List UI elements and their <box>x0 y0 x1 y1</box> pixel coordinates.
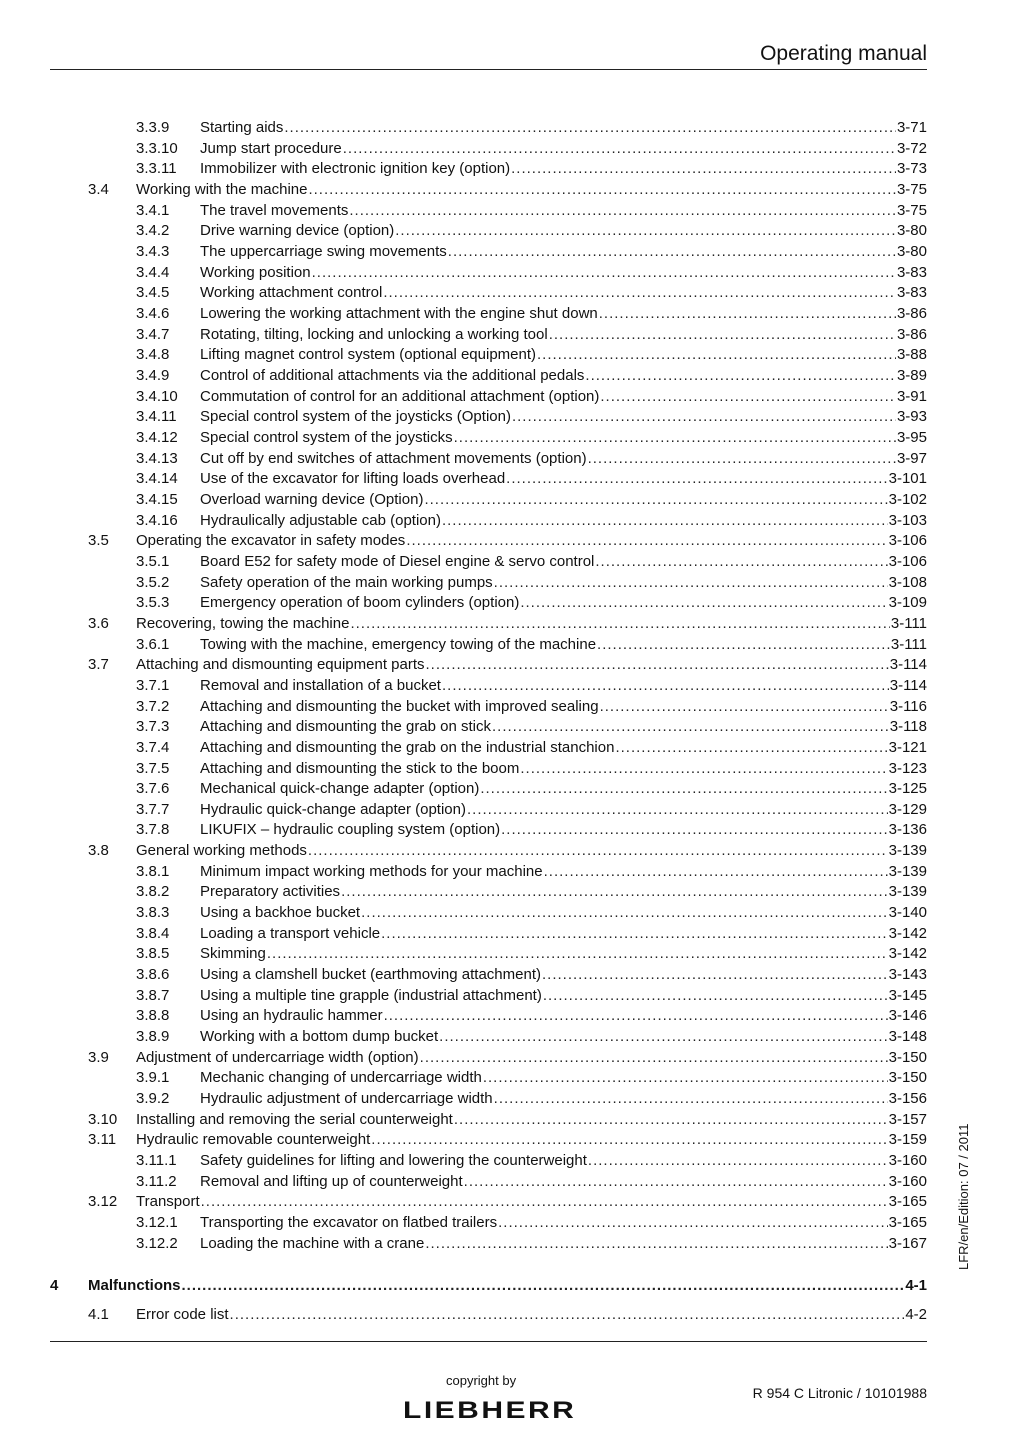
toc-dot-leader <box>267 944 888 964</box>
toc-entry-title: Hydraulic quick-change adapter (option) <box>200 800 466 818</box>
toc-dot-leader <box>600 697 889 717</box>
toc-dot-leader <box>343 139 896 159</box>
toc-dot-leader <box>467 800 888 820</box>
toc-entry[interactable] <box>0 221 1024 241</box>
toc-entry[interactable] <box>0 263 1024 283</box>
toc-entry[interactable] <box>0 1089 1024 1109</box>
toc-entry[interactable] <box>0 1305 1024 1325</box>
toc-entry[interactable] <box>0 1068 1024 1088</box>
toc-entry-title: Safety guidelines for lifting and lowering the counterweight <box>200 1152 587 1169</box>
toc-entry-page: 3-129 <box>888 800 927 818</box>
toc-entry-page: 3-86 <box>896 304 927 322</box>
toc-entry[interactable] <box>0 635 1024 655</box>
toc-entry-number: 3.3.11 <box>136 160 177 178</box>
toc-entry-title: Starting aids <box>200 119 284 136</box>
toc-entry-page: 3-139 <box>888 842 927 860</box>
toc-entry[interactable] <box>0 944 1024 964</box>
toc-entry-number: 3.4.16 <box>136 511 178 529</box>
toc-entry-page: 3-89 <box>896 366 927 384</box>
toc-entry[interactable] <box>0 924 1024 944</box>
toc-dot-leader <box>492 717 889 737</box>
toc-entry[interactable] <box>0 180 1024 200</box>
toc-entry-page: 3-83 <box>896 284 927 302</box>
toc-dot-leader <box>426 655 889 675</box>
toc-entry-page: 3-118 <box>889 718 927 736</box>
toc-entry-page: 3-142 <box>888 945 927 963</box>
toc-entry-title: Loading a transport vehicle <box>200 924 381 942</box>
toc-entry-page: 3-73 <box>896 160 927 178</box>
toc-entry-title: Lowering the working attachment with the engine shut down <box>200 304 598 322</box>
toc-dot-leader <box>544 862 888 882</box>
toc-entry[interactable] <box>0 1276 1024 1296</box>
copyright-label: copyright by <box>446 1373 517 1388</box>
toc-dot-leader <box>341 882 888 902</box>
toc-entry[interactable] <box>0 779 1024 799</box>
toc-entry-number: 3.4.12 <box>136 428 178 446</box>
toc-entry-number: 3.7.7 <box>136 800 170 818</box>
toc-entry-page: 3-72 <box>896 139 927 157</box>
toc-entry-page: 3-148 <box>888 1028 927 1045</box>
toc-entry-number: 3.4.7 <box>136 325 170 343</box>
toc-entry-number: 3.5 <box>88 532 109 550</box>
toc-entry[interactable] <box>0 862 1024 882</box>
toc-entry-title: Preparatory activities <box>200 883 341 901</box>
toc-entry[interactable] <box>0 986 1024 1006</box>
toc-entry[interactable] <box>0 614 1024 634</box>
toc-dot-leader <box>520 759 887 779</box>
toc-entry-title: Removal and lifting up of counterweight <box>200 1172 463 1190</box>
toc-entry-number: 3.4.1 <box>136 201 170 219</box>
toc-entry[interactable] <box>0 717 1024 737</box>
toc-entry-title: Special control system of the joysticks <box>200 428 453 446</box>
toc-entry[interactable] <box>0 1130 1024 1150</box>
toc-dot-leader <box>600 387 896 407</box>
toc-entry-number: 3.9.2 <box>136 1090 170 1107</box>
toc-dot-leader <box>442 511 888 531</box>
toc-dot-leader <box>454 428 896 448</box>
toc-entry-title: Working with a bottom dump bucket <box>200 1028 439 1045</box>
toc-entry-number: 3.4.15 <box>136 490 178 508</box>
toc-entry-title: Hydraulically adjustable cab (option) <box>200 511 441 529</box>
toc-entry[interactable] <box>0 676 1024 696</box>
toc-dot-leader <box>585 366 896 386</box>
toc-entry-page: 3-93 <box>896 408 927 426</box>
toc-entry-title: Attaching and dismounting the bucket with improved sealing <box>200 697 599 715</box>
toc-entry[interactable] <box>0 201 1024 221</box>
toc-entry[interactable] <box>0 387 1024 407</box>
toc-entry-number: 3.8.1 <box>136 862 170 880</box>
toc-entry-number: 3.4 <box>88 181 109 198</box>
toc-dot-leader <box>424 490 887 510</box>
toc-entry-title: Jump start procedure <box>200 139 342 157</box>
toc-entry-page: 3-165 <box>888 1193 927 1211</box>
toc-entry-page: 3-83 <box>896 263 927 281</box>
toc-entry[interactable] <box>0 1006 1024 1026</box>
toc-entry-title: Using a multiple tine grapple (industrial attachment) <box>200 986 542 1004</box>
toc-entry-page: 3-80 <box>896 222 927 240</box>
toc-entry-number: 3.7.5 <box>136 759 170 777</box>
toc-entry[interactable] <box>0 1172 1024 1192</box>
toc-entry[interactable] <box>0 139 1024 159</box>
toc-dot-leader <box>537 345 896 365</box>
toc-dot-leader <box>406 531 887 551</box>
toc-entry-number: 3.11.1 <box>136 1152 177 1169</box>
toc-entry-number: 3.4.2 <box>136 222 170 240</box>
toc-entry-page: 4-2 <box>905 1306 927 1323</box>
toc-entry[interactable] <box>0 1213 1024 1233</box>
toc-entry-title: Minimum impact working methods for your machine <box>200 862 543 880</box>
toc-entry-number: 3.7.3 <box>136 718 170 736</box>
toc-entry[interactable] <box>0 1234 1024 1254</box>
toc-entry-number: 3.8.3 <box>136 904 170 922</box>
toc-entry-number: 3.8.6 <box>136 966 170 984</box>
toc-entry[interactable] <box>0 573 1024 593</box>
toc-dot-leader <box>512 407 896 427</box>
toc-dot-leader <box>182 1276 905 1296</box>
edition-side-note: LFR/en/Edition: 07 / 2011 <box>956 1123 971 1270</box>
toc-entry[interactable] <box>0 242 1024 262</box>
toc-dot-leader <box>308 180 896 200</box>
toc-dot-leader <box>284 118 896 138</box>
toc-entry-number: 3.8.4 <box>136 924 170 942</box>
toc-entry-title: Safety operation of the main working pumps <box>200 573 493 591</box>
toc-dot-leader <box>448 242 896 262</box>
toc-entry-title: Mechanic changing of undercarriage width <box>200 1069 482 1087</box>
toc-entry-page: 3-108 <box>888 573 927 591</box>
toc-entry-page: 3-101 <box>888 470 927 488</box>
toc-entry-title: Immobilizer with electronic ignition key (option) <box>200 160 511 178</box>
toc-entry-page: 3-167 <box>888 1234 927 1252</box>
toc-entry[interactable] <box>0 159 1024 179</box>
toc-entry-number: 3.4.6 <box>136 304 170 322</box>
toc-entry[interactable] <box>0 759 1024 779</box>
toc-entry-title: Working attachment control <box>200 284 383 302</box>
toc-dot-leader <box>549 325 896 345</box>
toc-entry-title: Cut off by end switches of attachment movements (option) <box>200 449 587 467</box>
toc-entry-page: 3-91 <box>896 387 927 405</box>
toc-dot-leader <box>498 1213 888 1233</box>
toc-entry-page: 3-150 <box>888 1069 927 1087</box>
toc-entry-title: Attaching and dismounting the grab on stick <box>200 718 492 736</box>
toc-entry-page: 3-71 <box>896 119 927 136</box>
toc-entry-page: 3-114 <box>889 656 927 674</box>
toc-entry-title: Adjustment of undercarriage width (option) <box>136 1048 419 1066</box>
toc-dot-leader <box>425 1234 887 1254</box>
toc-entry-number: 3.12 <box>88 1193 118 1211</box>
toc-entry[interactable] <box>0 1110 1024 1130</box>
toc-entry-number: 3.3.10 <box>136 139 178 157</box>
toc-entry[interactable] <box>0 697 1024 717</box>
toc-entry-page: 3-139 <box>888 883 927 901</box>
page-header-title: Operating manual <box>760 42 927 65</box>
toc-entry[interactable] <box>0 428 1024 448</box>
toc-entry-number: 3.4.4 <box>136 263 170 281</box>
toc-entry[interactable] <box>0 511 1024 531</box>
toc-dot-leader <box>384 1006 888 1026</box>
toc-entry-number: 3.4.13 <box>136 449 178 467</box>
toc-entry[interactable] <box>0 469 1024 489</box>
toc-entry-page: 3-75 <box>896 181 927 198</box>
toc-entry[interactable] <box>0 345 1024 365</box>
toc-entry-number: 3.6.1 <box>136 635 170 653</box>
toc-entry-page: 3-150 <box>888 1048 927 1066</box>
toc-entry-number: 3.8 <box>88 842 109 860</box>
toc-entry-page: 3-103 <box>888 511 927 529</box>
toc-dot-leader <box>361 903 888 923</box>
toc-entry-number: 3.4.10 <box>136 387 178 405</box>
toc-entry[interactable] <box>0 1192 1024 1212</box>
toc-entry-number: 3.8.7 <box>136 986 170 1004</box>
liebherr-logo: LIEBHERR <box>403 1397 577 1424</box>
toc-dot-leader <box>480 779 887 799</box>
toc-dot-leader <box>395 221 896 241</box>
toc-entry-title: Using a clamshell bucket (earthmoving attachment) <box>200 966 541 984</box>
toc-entry-number: 3.9.1 <box>136 1069 170 1087</box>
toc-dot-leader <box>349 201 896 221</box>
toc-dot-leader <box>308 841 888 861</box>
toc-dot-leader <box>442 676 889 696</box>
toc-dot-leader <box>520 593 887 613</box>
toc-entry-title: Attaching and dismounting equipment parts <box>136 656 425 674</box>
toc-entry-page: 3-140 <box>888 904 927 922</box>
toc-entry-page: 3-121 <box>888 738 927 756</box>
header-rule <box>50 69 927 70</box>
toc-entry-page: 3-157 <box>888 1110 927 1128</box>
toc-entry-page: 3-143 <box>888 966 927 984</box>
toc-entry-number: 3.7.2 <box>136 697 170 715</box>
toc-entry-number: 3.7.8 <box>136 821 170 839</box>
toc-entry-page: 3-146 <box>888 1007 927 1025</box>
toc-entry-page: 3-165 <box>888 1214 927 1231</box>
toc-entry-number: 3.3.9 <box>136 119 170 136</box>
toc-entry-title: Mechanical quick-change adapter (option) <box>200 780 480 798</box>
toc-entry-number: 3.4.9 <box>136 366 170 384</box>
toc-dot-leader <box>383 283 896 303</box>
toc-entry[interactable] <box>0 283 1024 303</box>
toc-entry-page: 3-156 <box>888 1090 927 1107</box>
toc-entry-title: Overload warning device (Option) <box>200 490 424 508</box>
toc-entry-number: 3.12.2 <box>136 1234 178 1252</box>
toc-entry-number: 3.11 <box>88 1131 117 1149</box>
toc-entry-page: 3-80 <box>896 243 927 260</box>
toc-entry[interactable] <box>0 552 1024 572</box>
toc-dot-leader <box>483 1068 888 1088</box>
toc-entry-number: 3.7.6 <box>136 780 170 798</box>
toc-entry[interactable] <box>0 882 1024 902</box>
toc-entry-page: 3-125 <box>888 780 927 798</box>
toc-dot-leader <box>588 1151 888 1171</box>
toc-dot-leader <box>350 614 889 634</box>
toc-entry-number: 3.10 <box>88 1110 118 1128</box>
toc-entry-title: Towing with the machine, emergency towing of the machine <box>200 635 597 653</box>
toc-entry-page: 3-109 <box>888 594 927 612</box>
toc-entry[interactable] <box>0 820 1024 840</box>
toc-entry-page: 3-159 <box>888 1131 927 1149</box>
toc-entry-title: Hydraulic adjustment of undercarriage width <box>200 1090 493 1107</box>
toc-entry-page: 4-1 <box>905 1277 927 1295</box>
toc-dot-leader <box>420 1048 888 1068</box>
toc-entry-number: 3.4.3 <box>136 243 170 260</box>
toc-entry-page: 3-75 <box>896 201 927 219</box>
toc-entry-page: 3-139 <box>888 862 927 880</box>
toc-entry-number: 3.8.2 <box>136 883 170 901</box>
toc-entry-page: 3-160 <box>888 1172 927 1190</box>
toc-dot-leader <box>615 738 887 758</box>
toc-entry-title: Skimming <box>200 945 266 963</box>
toc-entry-number: 3.4.11 <box>136 408 177 426</box>
toc-dot-leader <box>454 1110 888 1130</box>
toc-entry[interactable] <box>0 593 1024 613</box>
toc-entry[interactable] <box>0 325 1024 345</box>
toc-entry-title: Transport <box>136 1193 200 1211</box>
toc-entry-number: 3.12.1 <box>136 1214 178 1231</box>
toc-entry[interactable] <box>0 903 1024 923</box>
footer-rule <box>50 1341 927 1342</box>
toc-entry-title: Emergency operation of boom cylinders (option) <box>200 594 520 612</box>
toc-entry-page: 3-95 <box>896 428 927 446</box>
toc-entry[interactable] <box>0 118 1024 138</box>
toc-entry-title: Working with the machine <box>136 181 308 198</box>
toc-dot-leader <box>588 449 896 469</box>
toc-entry-page: 3-142 <box>888 924 927 942</box>
toc-entry-number: 3.4.14 <box>136 470 178 488</box>
toc-entry[interactable] <box>0 1027 1024 1047</box>
toc-dot-leader <box>506 469 887 489</box>
toc-dot-leader <box>230 1305 905 1325</box>
toc-entry-page: 3-136 <box>888 821 927 839</box>
toc-dot-leader <box>597 635 890 655</box>
toc-entry-number: 3.8.8 <box>136 1007 170 1025</box>
toc-entry-title: Drive warning device (option) <box>200 222 395 240</box>
toc-entry-title: Transporting the excavator on flatbed trailers <box>200 1214 498 1231</box>
toc-entry-title: Board E52 for safety mode of Diesel engine & servo control <box>200 552 595 570</box>
toc-dot-leader <box>494 1089 888 1109</box>
toc-dot-leader <box>439 1027 887 1047</box>
toc-entry[interactable] <box>0 655 1024 675</box>
toc-entry-page: 3-116 <box>889 697 927 715</box>
toc-entry[interactable] <box>0 738 1024 758</box>
toc-entry-page: 3-88 <box>896 346 927 364</box>
toc-entry-title: Attaching and dismounting the grab on the industrial stanchion <box>200 738 615 756</box>
toc-entry[interactable] <box>0 407 1024 427</box>
toc-entry-title: Recovering, towing the machine <box>136 614 350 632</box>
toc-entry-page: 3-145 <box>888 986 927 1004</box>
toc-entry[interactable] <box>0 304 1024 324</box>
toc-dot-leader <box>511 159 896 179</box>
toc-dot-leader <box>599 304 896 324</box>
toc-dot-leader <box>543 986 888 1006</box>
toc-entry[interactable] <box>0 1048 1024 1068</box>
toc-entry-page: 3-97 <box>896 449 927 467</box>
toc-entry-number: 3.5.1 <box>136 552 170 570</box>
toc-entry-title: Special control system of the joysticks (Option) <box>200 408 511 426</box>
toc-entry-number: 3.7.4 <box>136 738 170 756</box>
toc-entry-title: Rotating, tilting, locking and unlocking a working tool <box>200 325 548 343</box>
toc-entry-page: 3-106 <box>888 552 927 570</box>
toc-entry-title: General working methods <box>136 842 307 860</box>
toc-dot-leader <box>201 1192 888 1212</box>
toc-entry-title: Removal and installation of a bucket <box>200 676 441 694</box>
toc-entry[interactable] <box>0 965 1024 985</box>
toc-entry-page: 3-106 <box>888 532 927 550</box>
toc-entry-title: Using a backhoe bucket <box>200 904 361 922</box>
toc-entry-title: Control of additional attachments via the additional pedals <box>200 366 585 384</box>
toc-entry[interactable] <box>0 1151 1024 1171</box>
toc-entry-number: 3.4.8 <box>136 346 170 364</box>
toc-entry-title: Using an hydraulic hammer <box>200 1007 383 1025</box>
toc-dot-leader <box>595 552 887 572</box>
toc-entry-title: Use of the excavator for lifting loads overhead <box>200 470 506 488</box>
toc-entry-number: 3.6 <box>88 614 109 632</box>
toc-dot-leader <box>371 1130 887 1150</box>
toc-entry-page: 3-86 <box>896 325 927 343</box>
toc-entry-number: 3.5.3 <box>136 594 170 612</box>
toc-entry-number: 4.1 <box>88 1306 109 1323</box>
toc-entry-page: 3-160 <box>888 1152 927 1169</box>
toc-entry[interactable] <box>0 531 1024 551</box>
toc-entry[interactable] <box>0 449 1024 469</box>
model-number: R 954 C Litronic / 10101988 <box>752 1385 927 1401</box>
toc-entry-number: 3.5.2 <box>136 573 170 591</box>
toc-entry-page: 3-111 <box>890 614 927 632</box>
toc-entry-page: 3-111 <box>890 635 927 653</box>
toc-entry-number: 3.11.2 <box>136 1172 177 1190</box>
toc-entry-number: 3.8.9 <box>136 1028 170 1045</box>
toc-entry-title: LIKUFIX – hydraulic coupling system (option) <box>200 821 501 839</box>
toc-dot-leader <box>312 263 896 283</box>
toc-entry-title: Loading the machine with a crane <box>200 1234 425 1252</box>
toc-entry-number: 3.7 <box>88 656 109 674</box>
toc-entry-number: 3.4.5 <box>136 284 170 302</box>
toc-entry-title: Hydraulic removable counterweight <box>136 1131 371 1149</box>
toc-dot-leader <box>542 965 888 985</box>
toc-dot-leader <box>494 573 888 593</box>
toc-entry-title: The travel movements <box>200 201 349 219</box>
toc-entry-title: The uppercarriage swing movements <box>200 243 447 260</box>
toc-entry-page: 3-123 <box>888 759 927 777</box>
toc-entry-page: 3-102 <box>888 490 927 508</box>
toc-dot-leader <box>501 820 887 840</box>
toc-entry[interactable] <box>0 800 1024 820</box>
toc-entry-title: Working position <box>200 263 311 281</box>
toc-dot-leader <box>464 1172 888 1192</box>
toc-entry-title: Attaching and dismounting the stick to the boom <box>200 759 520 777</box>
toc-entry-title: Commutation of control for an additional attachment (option) <box>200 387 600 405</box>
toc-entry-title: Lifting magnet control system (optional equipment) <box>200 346 537 364</box>
toc-entry-number: 3.7.1 <box>136 676 170 694</box>
toc-entry-page: 3-114 <box>889 676 927 694</box>
toc-entry-title: Error code list <box>136 1306 229 1323</box>
toc-entry-number: 4 <box>50 1277 59 1295</box>
toc-entry-number: 3.9 <box>88 1048 109 1066</box>
toc-entry-title: Operating the excavator in safety modes <box>136 532 406 550</box>
toc-entry[interactable] <box>0 490 1024 510</box>
toc-dot-leader <box>381 924 888 944</box>
toc-entry-number: 3.8.5 <box>136 945 170 963</box>
toc-entry-title: Malfunctions <box>88 1277 181 1295</box>
toc-entry-title: Installing and removing the serial counterweight <box>136 1110 453 1128</box>
toc-entry[interactable] <box>0 841 1024 861</box>
toc-entry[interactable] <box>0 366 1024 386</box>
